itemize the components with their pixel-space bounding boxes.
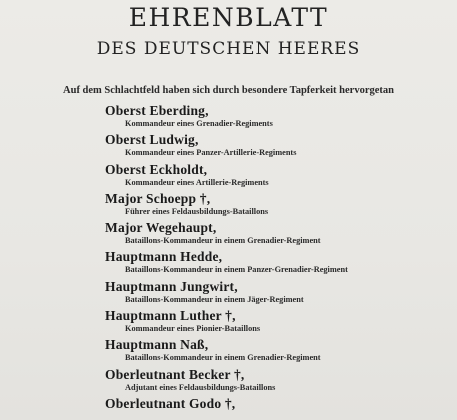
entry-role: Führer eines Feldausbildungs-Bataillons: [125, 206, 269, 216]
entry-name: Hauptmann Luther †,: [105, 308, 236, 324]
list-item: [105, 367, 450, 396]
list-item: [105, 162, 450, 191]
entry-name: Oberst Eckholdt,: [105, 161, 208, 177]
entry-name: Hauptmann Naß,: [105, 337, 209, 353]
entry-role: Bataillons-Kommandeur in einem Panzer-Grenadier-Regiment: [125, 265, 348, 275]
entry-role: Bataillons-Kommandeur in einem Grenadier-Regiment: [125, 236, 321, 246]
list-item: [105, 191, 450, 220]
document-title: EHRENBLATT: [128, 3, 329, 32]
document-subtitle: DES DEUTSCHEN HEERES: [96, 39, 361, 59]
entry-name: Major Schoepp †,: [105, 190, 211, 206]
entry-name: Hauptmann Jungwirt,: [105, 278, 238, 294]
list-item: [105, 308, 450, 337]
entry-role: Kommandeur eines Artillerie-Regiments: [125, 177, 269, 187]
entry-name: Oberleutnant Becker †,: [105, 366, 245, 382]
list-item: [105, 220, 450, 249]
entry-role: Kommandeur eines Panzer-Artillerie-Regiments: [125, 148, 297, 158]
list-item: [105, 249, 450, 278]
entry-name: Hauptmann Hedde,: [105, 249, 223, 265]
entry-name: Oberst Ludwig,: [105, 132, 199, 148]
list-item: [105, 337, 450, 366]
honor-roll-list: [105, 103, 450, 420]
entry-name: Oberst Eberding,: [105, 103, 209, 118]
entry-role: Bataillons-Kommandeur in einem Jäger-Regiment: [125, 294, 304, 304]
list-item: [105, 132, 450, 161]
list-item: [105, 279, 450, 308]
intro-text: Auf dem Schlachtfeld haben sich durch besondere Tapferkeit hervorgetan: [63, 85, 394, 96]
entry-role: Kommandeur eines Grenadier-Regiments: [125, 119, 273, 128]
list-item: [105, 396, 450, 420]
list-item: [105, 103, 450, 132]
entry-role: Adjutant eines Feldausbildungs-Bataillons: [125, 382, 276, 392]
entry-name: Oberleutnant Godo †,: [105, 395, 236, 411]
entry-role: Kommandeur eines Pionier-Bataillons: [125, 324, 261, 334]
entry-name: Major Wegehaupt,: [105, 220, 217, 236]
entry-role: Bataillons-Kommandeur in einem Grenadier-Regiment: [125, 353, 321, 363]
